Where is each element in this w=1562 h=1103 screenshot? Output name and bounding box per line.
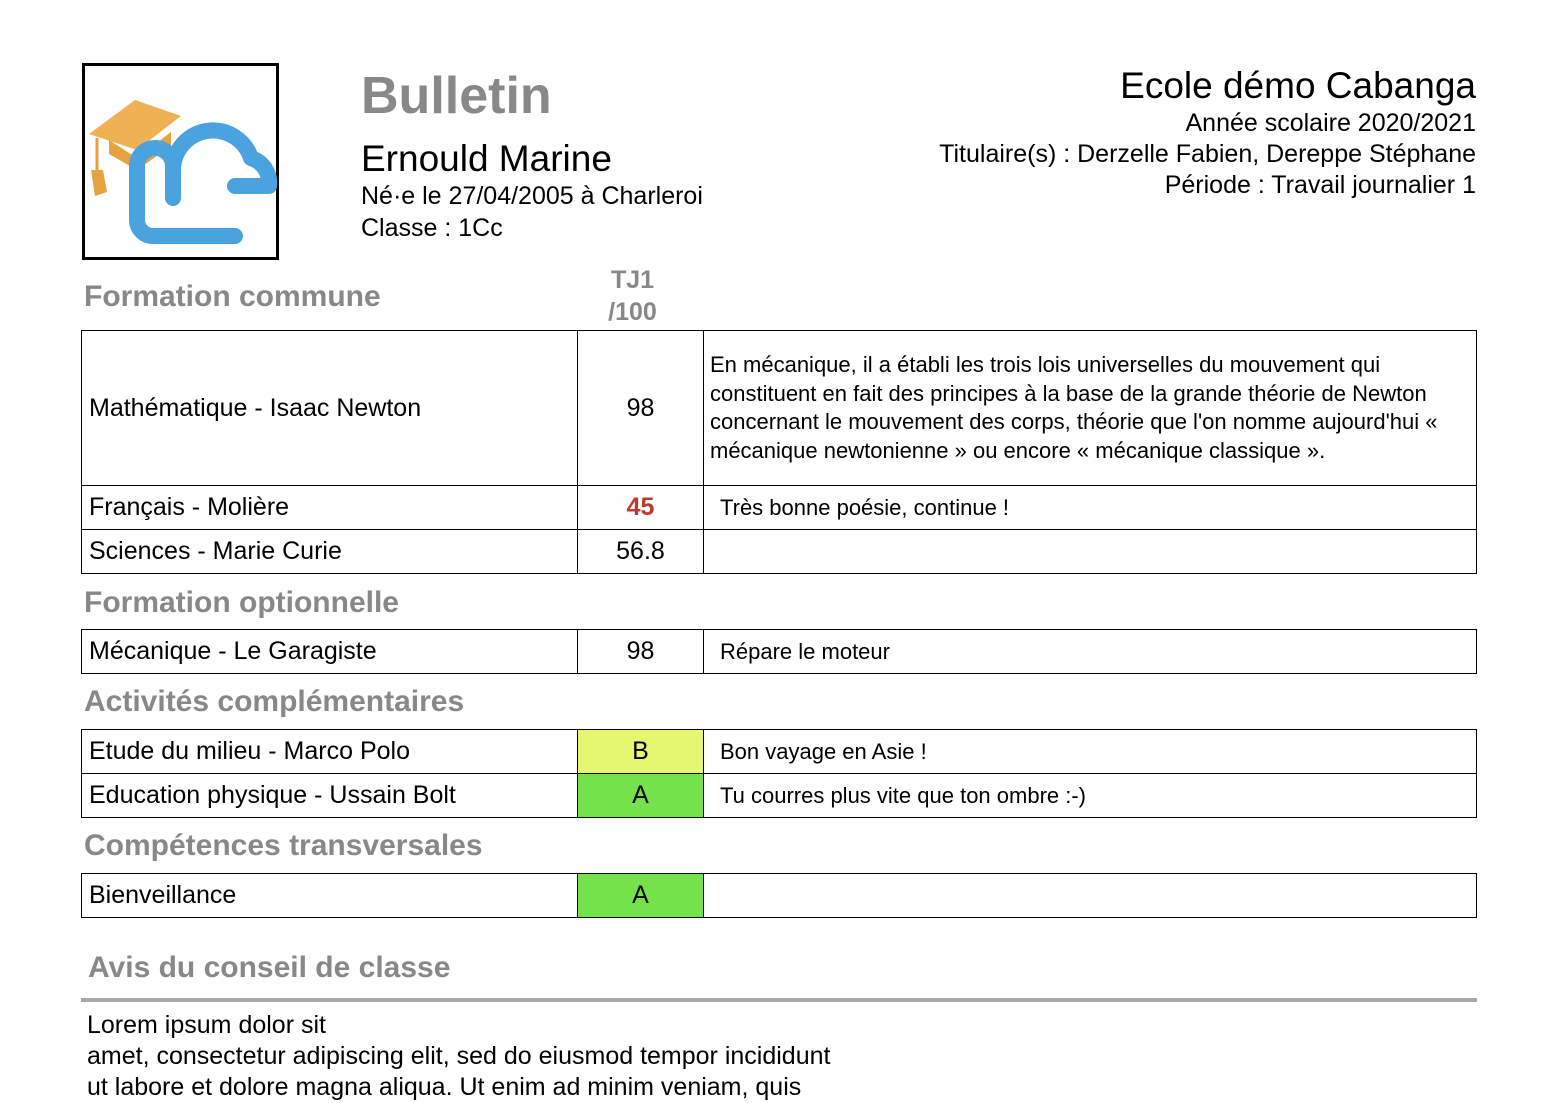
- divider: [81, 998, 1477, 1002]
- section-title-optionnelle: Formation optionnelle: [84, 586, 399, 619]
- grade-value: A: [578, 774, 704, 818]
- table-commune: [81, 330, 1477, 574]
- student-class: Classe : 1Cc: [361, 214, 503, 242]
- grade-value-fail: 45: [578, 486, 704, 530]
- table-row: [82, 874, 1477, 918]
- course-name: Bienveillance: [82, 874, 578, 918]
- section-title-complementaires: Activités complémentaires: [84, 685, 465, 718]
- section-title-commune: Formation commune: [84, 280, 381, 313]
- conseil-comment: [87, 1010, 1467, 1103]
- page-title: Bulletin: [361, 67, 552, 125]
- grade-value: A: [578, 874, 704, 918]
- school-name: Ecole démo Cabanga: [1120, 65, 1476, 106]
- grade-value: 98: [578, 630, 704, 674]
- teacher-comment: Répare le moteur: [704, 630, 1477, 674]
- table-complementaires: [81, 729, 1477, 818]
- table-optionnelle: [81, 629, 1477, 674]
- teacher-comment: Tu courres plus vite que ton ombre :-): [704, 774, 1477, 818]
- student-name: Ernould Marine: [361, 138, 612, 179]
- grade-value: 56.8: [578, 530, 704, 574]
- table-row: [82, 331, 1477, 486]
- course-name: Sciences - Marie Curie: [82, 530, 578, 574]
- grade-value: B: [578, 730, 704, 774]
- course-name: Mécanique - Le Garagiste: [82, 630, 578, 674]
- table-transversales: [81, 873, 1477, 918]
- school-info: [939, 64, 1476, 201]
- school-year: Année scolaire 2020/2021: [1185, 109, 1476, 137]
- conseil-line: Lorem ipsum dolor sit: [87, 1011, 326, 1039]
- period-code: TJ1: [610, 266, 655, 294]
- course-name: Mathématique - Isaac Newton: [82, 331, 578, 486]
- grade-scale: /100: [608, 298, 657, 326]
- teacher-comment: [704, 530, 1477, 574]
- table-row: [82, 486, 1477, 530]
- school-logo: [82, 63, 279, 260]
- teacher-comment: En mécanique, il a établi les trois lois universelles du mouvement qui constituent en fait des principes à la base de la grande théorie de Newton concernant le mouvement des corps, théorie que l'on nomme aujourd'hui « mécanique newtonienne » ou encore « mécanique classique ».: [704, 331, 1477, 486]
- course-name: Education physique - Ussain Bolt: [82, 774, 578, 818]
- teacher-comment: [704, 874, 1477, 918]
- table-row: [82, 774, 1477, 818]
- table-row: [82, 730, 1477, 774]
- table-row: [82, 530, 1477, 574]
- titulaires: Titulaire(s) : Derzelle Fabien, Dereppe Stéphane: [939, 140, 1476, 168]
- grade-column-header: [570, 264, 695, 328]
- course-name: Etude du milieu - Marco Polo: [82, 730, 578, 774]
- course-name: Français - Molière: [82, 486, 578, 530]
- grade-value: 98: [578, 331, 704, 486]
- section-title-conseil: Avis du conseil de classe: [88, 951, 451, 984]
- period: Période : Travail journalier 1: [1164, 171, 1476, 199]
- section-title-transversales: Compétences transversales: [84, 829, 483, 862]
- graduation-cap-cloud-icon: [85, 66, 276, 257]
- student-birth-info: Né·e le 27/04/2005 à Charleroi: [361, 182, 703, 210]
- table-row: [82, 630, 1477, 674]
- teacher-comment: Bon vayage en Asie !: [704, 730, 1477, 774]
- conseil-line: amet, consectetur adipiscing elit, sed do eiusmod tempor incididunt: [87, 1042, 831, 1070]
- conseil-line: ut labore et dolore magna aliqua. Ut enim ad minim veniam, quis: [87, 1073, 802, 1101]
- teacher-comment: Très bonne poésie, continue !: [704, 486, 1477, 530]
